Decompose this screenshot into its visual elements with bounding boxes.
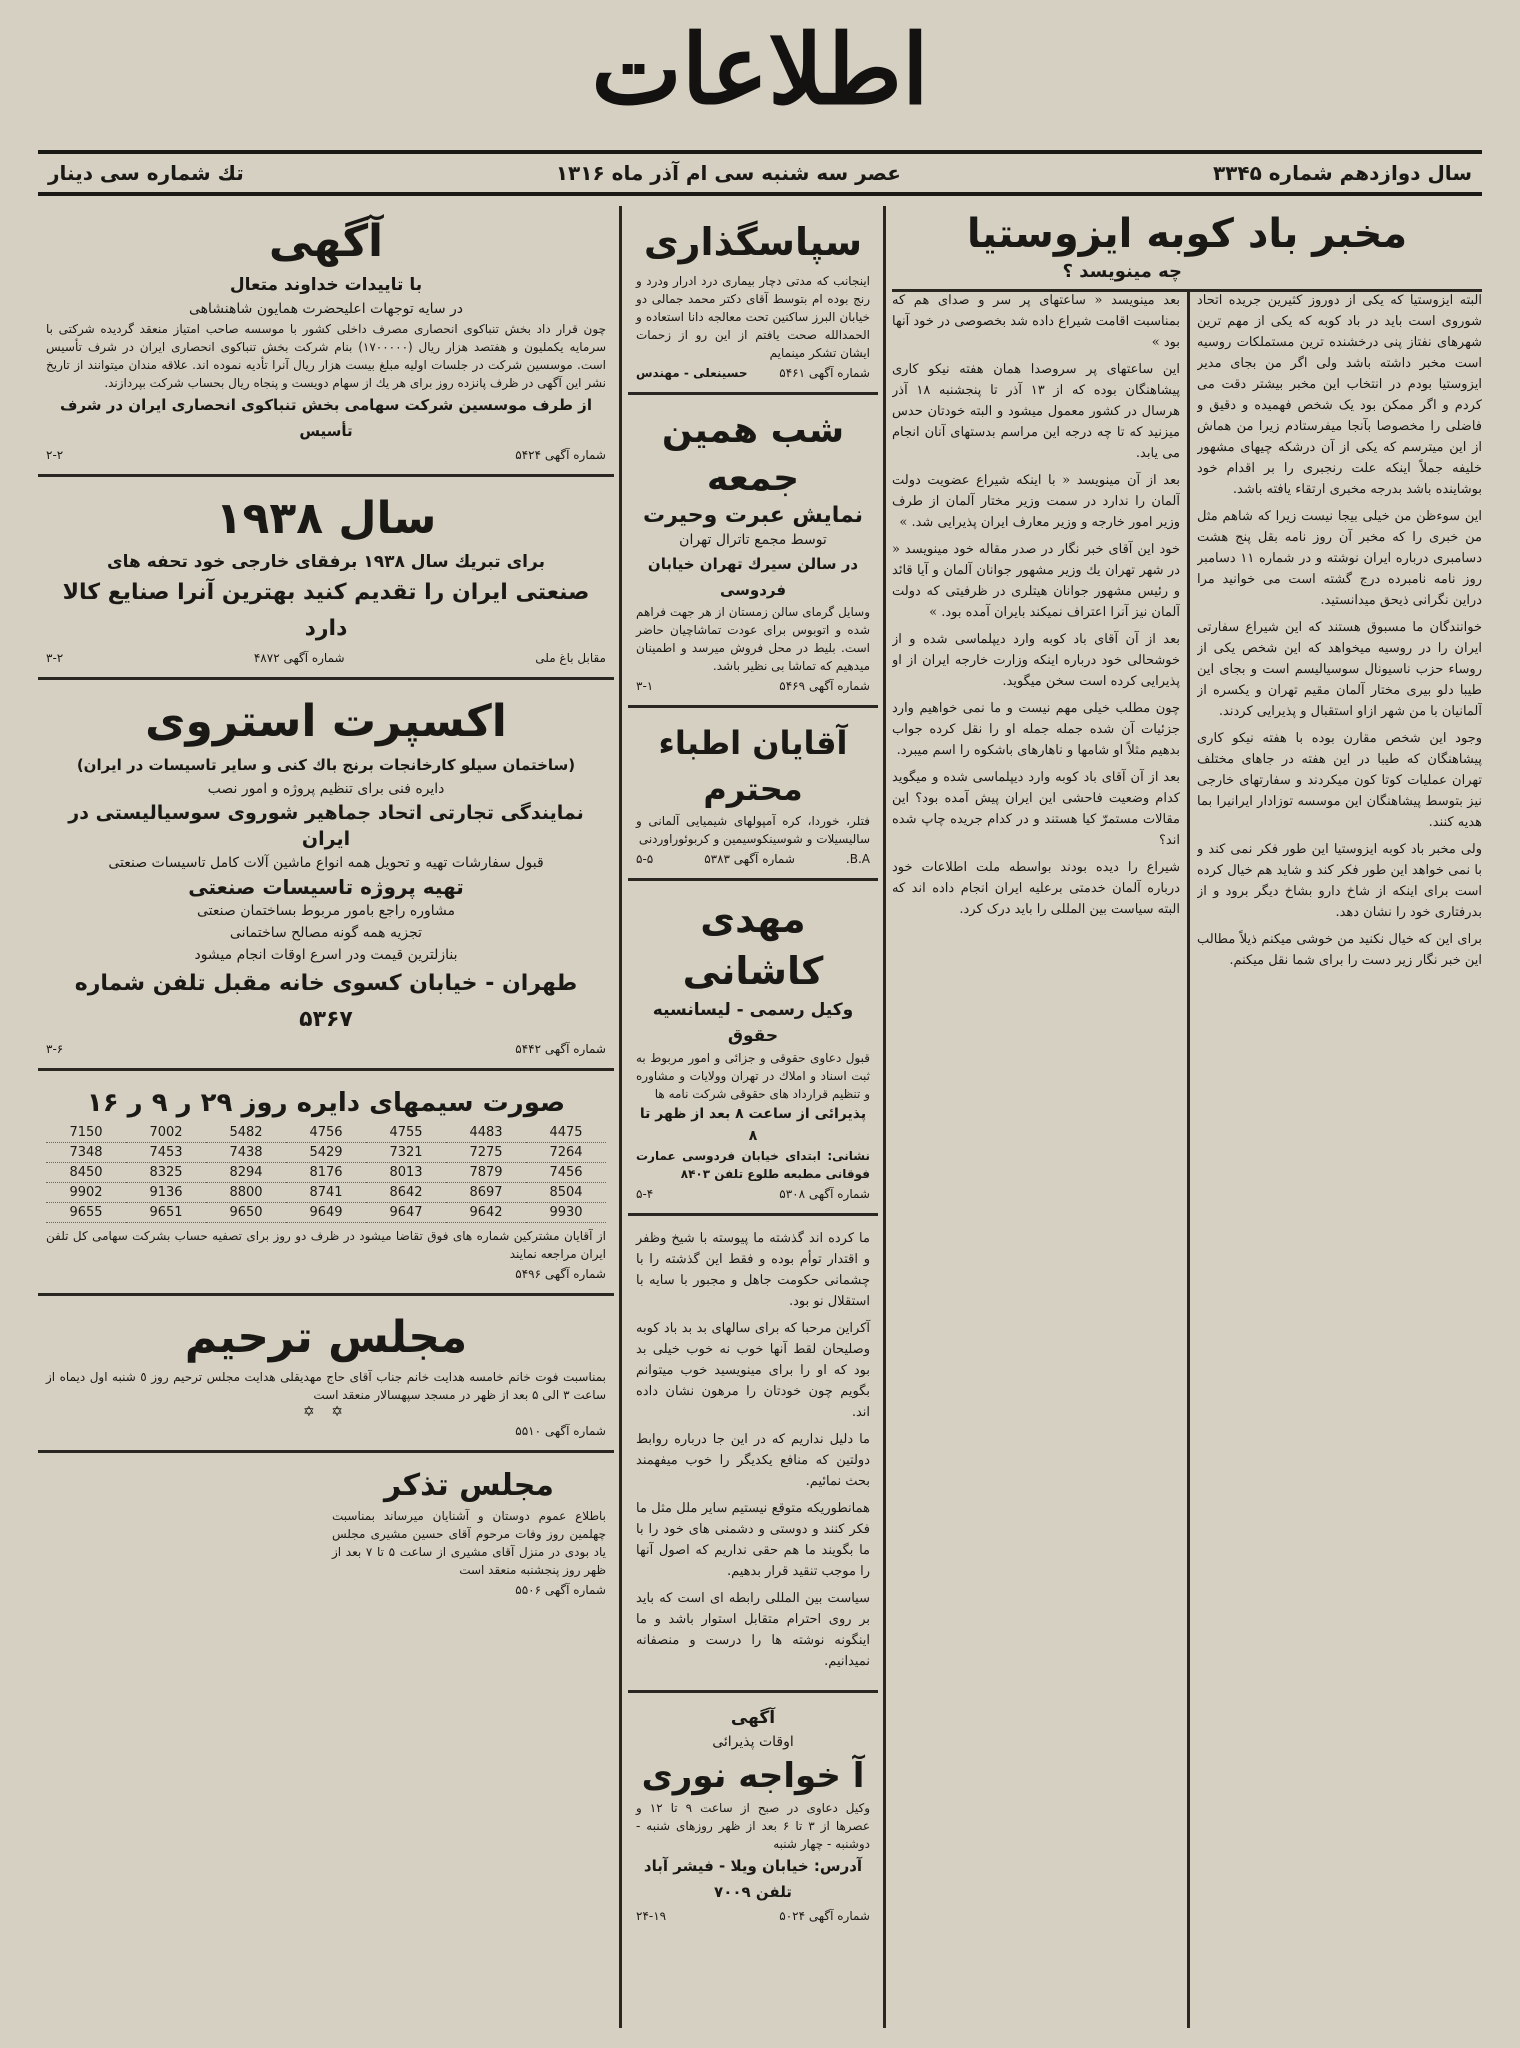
- price-cell: 7275: [446, 1143, 526, 1163]
- doctors-code: ۵-۵: [636, 852, 654, 866]
- prices-ref: شماره آگهی ۵۴۹۶: [515, 1267, 606, 1281]
- article-paragraph: البته ایزوستیا که یکی از دوروز کثیرین جریده اتحاد شوروی است باید در باد کوبه که یکی از مهم ترین شهرهای نفتاز پنی درخشنده ترین مستملکات روسیه است مخبر داشته باشد ولی اگر من بجای مدیر ایزوستیا بودم در انتخاب این مخبر بیشتر دقت می کردم و اگر ممکن بود یک شخص فهمیده و دقیق و فاضلی را مخصوصا بآنجا میفرستادم زیرا من هماش از این میترسم که یکی از آن درشکه چیهای مشهور خلیفه جملاً اینکه علت رنجبری را بر اقدام خود بوشاینده باشد بدرجه مخبری ارتقاء یافته باشد.: [1197, 293, 1482, 497]
- export-ref: شماره آگهی ۵۴۴۲: [515, 1042, 606, 1056]
- article-paragraph: این سوءظن من خیلی بیجا نیست زیرا که شاهم مثل من خبری را که مخبر آن روز نامه بقل پنج هشت دسامبری درباره ایران نوشته و در شماره ۱۱ دسامبر روز نامه نامبرده درج گشته است می خوانید مرا دراین نگرانی ذیحق میدانستید.: [1197, 509, 1482, 608]
- prices-note: از آقایان مشترکین شماره های فوق تقاضا میشود در ظرف دو روز برای تصفیه حساب بشرکت سهامی کل تلفن ایران مراجعه نمایند: [46, 1229, 606, 1261]
- price-cell: 9649: [286, 1203, 366, 1223]
- remembrance-title: مجلس تذکر: [384, 1468, 554, 1503]
- export-title: اکسپرت استروی: [145, 696, 507, 747]
- article-paragraph: بعد از آن آقای باد کوبه وارد دیپلماسی شده و میگوید کدام وضعیت فاحشی این ایران پیش آمده بود؟ این مقالات مستمرّ کیا هستند و در کدام جریده چاپ شده اند؟: [892, 770, 1180, 848]
- article-paragraph: بعد از آن آقای باد کوبه وارد دیپلماسی شده و از خوشحالی خود درباره اینکه وزارت خارجه ایران از او پذیرایی کرده است سخن میگوید.: [892, 632, 1180, 689]
- table-row: [46, 1123, 606, 1143]
- lawyer-ad: [628, 887, 878, 1207]
- article-paragraph: خود این آقای خبر نگار در صدر مقاله خود مینویسد « در شهر تهران یك وزیر مشهور جوانان آلمان و آیا قائد و رئیس مشهور جوانان هیتلری در ظرفیتی که دولت آلمان نیز آنرا اعتراف نمیکند بایران آمده بود. »: [892, 542, 1180, 620]
- doctors-brand: B.A.: [845, 852, 870, 866]
- export-line4: تهیه پروژه تاسیسات صنعتی: [188, 875, 464, 899]
- article-paragraph: برای این که خیال نکنید من خوشی میکنم ذیلاً مطالب این خبر نگار زیر دست را برای شما نقل میکنم.: [1197, 932, 1482, 968]
- export-line2: نمایندگی تجارتی اتحاد جماهیر شوروی سوسیالیستی در ایران: [68, 802, 584, 850]
- price-cell: 7150: [46, 1123, 126, 1143]
- dateline: [38, 150, 1482, 196]
- price-cell: 4475: [526, 1123, 606, 1143]
- article-paragraph: شیراع را دیده بودند بواسطه ملت اطلاعات خود درباره آلمان خدمتی برعلیه ایران انجام داده اند که البته سیاست بین المللی را باید درک کرد.: [892, 860, 1180, 917]
- year-text2: صنعتی ایران را تقدیم کنید بهترین آنرا صنایع کالا دارد: [62, 580, 590, 641]
- star-ornament-icon: ✡ ✡: [303, 1404, 349, 1420]
- price-cell: 8450: [46, 1163, 126, 1183]
- lawyer-sub: وکیل رسمی - لیسانسیه حقوق: [652, 1000, 854, 1046]
- show-ref: شماره آگهی ۵۴۶۹: [779, 679, 870, 693]
- export-sub: (ساختمان سیلو کارخانجات برنج باك کنی و سایر تاسیسات در ایران): [76, 756, 576, 774]
- notice-ref: شماره آگهی ۵۴۲۴: [515, 448, 606, 462]
- price-cell: 8697: [446, 1183, 526, 1203]
- price-cell: 9651: [126, 1203, 206, 1223]
- memorial-title: مجلس ترحیم: [184, 1312, 468, 1363]
- prices-ad: [38, 1077, 614, 1287]
- khajeh-title: آ خواجه نوری: [641, 1756, 865, 1796]
- issue-date: عصر سه شنبه سی ام آذر ماه ۱۳۱۶: [555, 161, 901, 185]
- table-row: [46, 1183, 606, 1203]
- export-line7: بنازلترین قیمت ودر اسرع اوقات انجام میشود: [194, 947, 458, 963]
- notice-signer: از طرف موسسین شرکت سهامی بخش تنباکوی انحصاری ایران در شرف تأسیس: [60, 396, 592, 440]
- lawyer-code: ۵-۴: [636, 1187, 654, 1201]
- year-ad: [38, 483, 614, 671]
- thanks-ad: [628, 206, 878, 386]
- thanks-ref: شماره آگهی ۵۴۶۱: [779, 366, 870, 380]
- prices-table: [46, 1123, 606, 1223]
- doctors-ref: شماره آگهی ۵۳۸۳: [704, 852, 795, 866]
- notice-code: ۲-۲: [46, 448, 64, 462]
- middle-column: [628, 206, 878, 2028]
- article-paragraph: ما دلیل نداریم که در این جا درباره روابط دولتین که منافع یکدیگر را خوب میفهمند بحث نمائیم.: [636, 1432, 870, 1489]
- year-code: ۳-۲: [46, 651, 64, 665]
- export-line3: قبول سفارشات تهیه و تحویل همه انواع ماشین آلات کامل تاسیسات صنعتی: [108, 855, 544, 871]
- table-row: [46, 1163, 606, 1183]
- price-cell: 9655: [46, 1203, 126, 1223]
- memorial-ad: [38, 1302, 614, 1444]
- price-cell: 7348: [46, 1143, 126, 1163]
- price-cell: 7879: [446, 1163, 526, 1183]
- left-column: [38, 206, 614, 2028]
- article-paragraph: همانطوریکه متوقع نیستیم سایر ملل مثل ما فکر کنند و دوستی و دشمنی های خود را با ما بگویند ما هم حقی نداریم که اصول آنها را موجب تنقید قرار بدهیم.: [636, 1501, 870, 1579]
- lawyer-ref: شماره آگهی ۵۳۰۸: [779, 1187, 870, 1201]
- lawyer-address: نشانی: ابتدای خیابان فردوسی عمارت فوقانی مطبعه طلوع تلفن ۸۴۰۳: [636, 1149, 870, 1181]
- khajeh-text: وکیل دعاوی در صبح از ساعت ۹ تا ۱۲ و عصرها از ۳ تا ۶ بعد از ظهر روزهای شنبه - دوشنبه - چهار شنبه: [636, 1801, 871, 1851]
- article-paragraph: این ساعتهای پر سروصدا همان هفته نیکو کاری پیشاهنگان بوده که از ۱۳ آذر تا پنجشنبه ۱۸ آذر هرسال در کشور معمول میشود و البته خودتان حدس میزنید که تا چه درجه این مراسم بدستهای آنان انجام می یابد.: [892, 362, 1180, 461]
- article-column-1: [1197, 290, 1482, 2028]
- newspaper-title: اطلاعات: [591, 13, 929, 126]
- notice-line: در سایه توجهات اعلیحضرت همایون شاهنشاهی: [188, 301, 464, 317]
- article-paragraph: وجود این شخص مقارن بوده با هفته نیکو کاری پیشاهنگان که طیبا در این هفته در جاهای مختلف تهران عملیات کوتا کون میکردند و سفارتهای خارجی نیز بتوسط پیشاهنگان این موسسه توزادار ایرانیرا بما هدیه کنند.: [1197, 731, 1482, 830]
- price-cell: 9136: [126, 1183, 206, 1203]
- notice-sub: با تاییدات خداوند متعال: [229, 275, 423, 295]
- show-title: شب همین جمعه: [661, 410, 845, 499]
- price-cell: 8741: [286, 1183, 366, 1203]
- khajeh-ad: [628, 1699, 878, 1929]
- price-cell: 9647: [366, 1203, 446, 1223]
- thanks-text: اینجانب که مدتی دچار بیماری درد ادرار ودرد و رنج بوده ام بتوسط آقای دکتر محمد جمالی دو خیابان البرز ساکنین تحت معالجه دانا استعاده و الحمدالله صحت یافتم از این رو از زحمات ایشان تشکر مینمایم: [636, 274, 870, 360]
- notice-title: آگهی: [268, 216, 384, 267]
- khajeh-sub: اوقات پذیرائی: [712, 1734, 794, 1750]
- price-cell: 5482: [206, 1123, 286, 1143]
- article-subhead: چه مینویسد ؟: [1062, 261, 1182, 282]
- lawyer-text: قبول دعاوی حقوقی و جزائی و امور مربوط به ثبت اسناد و املاك در تهران وولایات و مشاوره و تنظیم قرارداد های حقوقی شرکت نامه ها: [636, 1051, 870, 1101]
- remembrance-ad: [324, 1459, 614, 1603]
- price-cell: 8294: [206, 1163, 286, 1183]
- year-addr: مقابل باغ ملی: [535, 651, 606, 665]
- doctors-text: فتلر، خوردا، کره آمپولهای شیمیایی آلمانی و سالیسیلات و شوسینکوسیمین و کربوئوراوردنی: [636, 814, 870, 846]
- remembrance-ref: شماره آگهی ۵۵۰۶: [515, 1583, 606, 1597]
- lawyer-hours: پذیرائی از ساعت ۸ بعد از ظهر تا ۸: [639, 1106, 867, 1144]
- table-row: [46, 1143, 606, 1163]
- export-code: ۳-۶: [46, 1042, 64, 1056]
- article-headline: مخبر باد کوبه ایزوستیا: [966, 211, 1408, 257]
- masthead: [0, 10, 1520, 130]
- article-paragraph: ما کرده اند گذشته ما پیوسته با شیخ وظفر و اقتدار توأم بوده و فقط این گذشته را با چشمانی حکومت جاهل و مجبور با سایه با استقلال نو بود.: [636, 1231, 870, 1309]
- notice-ad: [38, 206, 614, 468]
- remembrance-text: باطلاع عموم دوستان و آشنایان میرساند بمناسبت چهلمین روز وفات مرحوم آقای حسین مشیری مجلس یاد بودی در منزل آقای مشیری از ساعت ۵ تا ۷ بعد از ظهر روز پنجشنبه منعقد است: [332, 1509, 607, 1577]
- price-cell: 8013: [366, 1163, 446, 1183]
- show-sub2: توسط مجمع تاترال تهران: [679, 532, 827, 548]
- article-paragraph: بعد مینویسد « ساعتهای پر سر و صدای هم که بمناسبت اقامت شیراع داده شد بخصوصی در خود آنها بود »: [892, 293, 1180, 350]
- price-cell: 4755: [366, 1123, 446, 1143]
- thanks-signer: حسینعلی - مهندس: [636, 366, 748, 380]
- middle-article-continued: [628, 1222, 878, 1684]
- khajeh-label: آگهی: [730, 1708, 776, 1728]
- notice-text: چون قرار داد بخش تنباکوی انحصاری مصرف داخلی کشور با موسسه صاحب امتیاز منعقد گردیده شرکتی با سرمایه یکملیون و هفتصد هزار ریال (۱۷۰۰۰۰۰) بنام شرکت بخش تنباکوی انحصاری ایران در شرف تأسیس است. موسسین شرکت در جلسات اولیه مبلغ بیست هزار ریال آنرا تأدیه نموده اند. علاقه مندان میتوانند از تاریخ نشر این آگهی در ظرف پانزده روز برای هر یك از سهام دویست و پنجاه ریال بحساب شرکت بپردازند.: [46, 322, 606, 390]
- export-addr: طهران - خیابان کسوی خانه مقبل تلفن شماره ۵۳۶۷: [74, 971, 578, 1032]
- article-paragraph: آکراین مرحبا که برای سالهای بد بد باد کوبه وصلیحان لقط آنها خوب نه خوب خیلی بد بود که او را برای مینویسید خوب میتوانم بگویم چون خودتان را مرهون نشان داده اند.: [636, 1321, 870, 1420]
- price-cell: 8504: [526, 1183, 606, 1203]
- memorial-ref: شماره آگهی ۵۵۱۰: [515, 1424, 606, 1438]
- price-cell: 7321: [366, 1143, 446, 1163]
- article-paragraph: خوانندگان ما مسبوق هستند که این شیراع سفارتی ایران را در روسیه میخواهد که این شخص یکی از روساء حزب ناسیونال سوسیالیسم است و بجای این طیبا دلو بیری مختار آلمان مقیم تهران و یکسره از آلمانیان با من شهر ازاو استقبال و پذیرایی کردند.: [1197, 620, 1482, 719]
- article-paragraph: چون مطلب خیلی مهم نیست و ما نمی خواهیم وارد جزئیات آن شده جمله جمله او را نقل کرده جواب بدهیم مثلاً او شامها و ناهارهای باشکوه را اسم میبرد.: [892, 701, 1180, 758]
- price-cell: 8800: [206, 1183, 286, 1203]
- year-text1: برای تبریك سال ۱۹۳۸ برفقای خارجی خود تحفه های: [107, 552, 545, 572]
- price-cell: 7264: [526, 1143, 606, 1163]
- article-paragraph: بعد از آن مینویسد « با اینکه شیراع عضویت دولت آلمان را ندارد در سمت وزیر مختار آلمان از طرف وزیر امور خارجه و وزیر معارف ایران پذیرایی شد. »: [892, 473, 1180, 530]
- price-cell: 7456: [526, 1163, 606, 1183]
- export-line1: دایره فنی برای تنظیم پروژه و امور نصب: [207, 781, 445, 797]
- price-cell: 8325: [126, 1163, 206, 1183]
- export-line6: تجزیه همه گونه مصالح ساختمانی: [229, 925, 423, 941]
- show-sub3: در سالن سیرك تهران خیابان فردوسی: [647, 555, 859, 599]
- khajeh-code: ۲۴-۱۹: [636, 1909, 667, 1923]
- price-cell: 9930: [526, 1203, 606, 1223]
- price-cell: 4483: [446, 1123, 526, 1143]
- price-cell: 7438: [206, 1143, 286, 1163]
- memorial-text: بمناسبت فوت خانم خامسه هدایت خانم جناب آقای حاج مهدیقلی هدایت مجلس ترحیم روز ٥ شنبه اول دیماه از ساعت ۳ الی ۵ بعد از ظهر در مسجد سپهسالار منعقد است: [46, 1370, 606, 1402]
- show-code: ۳-۱: [636, 679, 654, 693]
- article-paragraph: سیاست بین المللی رابطه ای است که باید بر روی احترام متقابل استوار باشد و ما اینگونه نوشته ها را درست و منصفانه نمیدانیم.: [636, 1591, 870, 1669]
- show-sub1: نمایش عبرت وحیرت: [642, 503, 864, 528]
- price-cell: 7002: [126, 1123, 206, 1143]
- article-column-2: [892, 290, 1180, 2028]
- thanks-title: سپاسگذاری: [643, 220, 863, 264]
- khajeh-addr: آدرس: خیابان ویلا - فیشر آباد تلفن ۷۰۰۹: [643, 1857, 863, 1901]
- price-cell: 4756: [286, 1123, 366, 1143]
- show-text: وسایل گرمای سالن زمستان از هر جهت فراهم شده و اتوبوس برای عودت تماشاچیان حاضر است. بلیط در محل فروش میرسد و اطمینان میدهیم که تماشا بی نظیر باشد.: [636, 605, 870, 673]
- khajeh-ref: شماره آگهی ۵۰۲۴: [779, 1909, 870, 1923]
- price-cell: 9902: [46, 1183, 126, 1203]
- export-line5: مشاوره راجع بامور مربوط بساختمان صنعتی: [196, 903, 455, 919]
- price-cell: 8642: [366, 1183, 446, 1203]
- article-paragraph: ولی مخبر باد کوبه ایزوستیا این طور فکر نمی کند و با نمی خواهد این طور فکر کند و شاید هم خیال کرده است برای اینکه از شاخ دارو بشاخ دیگر برود و از بدرفتاری خود را نشان دهد.: [1197, 842, 1482, 920]
- doctors-title: آقایان اطباء محترم: [658, 724, 848, 808]
- export-ad: [38, 686, 614, 1062]
- table-row: [46, 1203, 606, 1223]
- lawyer-title: مهدی کاشانی: [682, 897, 824, 993]
- issue-price: تك شماره سی دینار: [48, 161, 244, 185]
- year-ref: شماره آگهی ۴۸۷۲: [253, 651, 345, 665]
- price-cell: 5429: [286, 1143, 366, 1163]
- issue-info: سال دوازدهم شماره ۳۳۴۵: [1212, 161, 1472, 185]
- show-ad: [628, 401, 878, 699]
- price-cell: 7453: [126, 1143, 206, 1163]
- year-title: سال ۱۹۳۸: [215, 493, 437, 544]
- prices-title: صورت سیمهای دایره روز ۲۹ ر ۹ ر ۱۶: [86, 1088, 566, 1118]
- doctors-ad: [628, 714, 878, 872]
- price-cell: 9650: [206, 1203, 286, 1223]
- price-cell: 9642: [446, 1203, 526, 1223]
- price-cell: 8176: [286, 1163, 366, 1183]
